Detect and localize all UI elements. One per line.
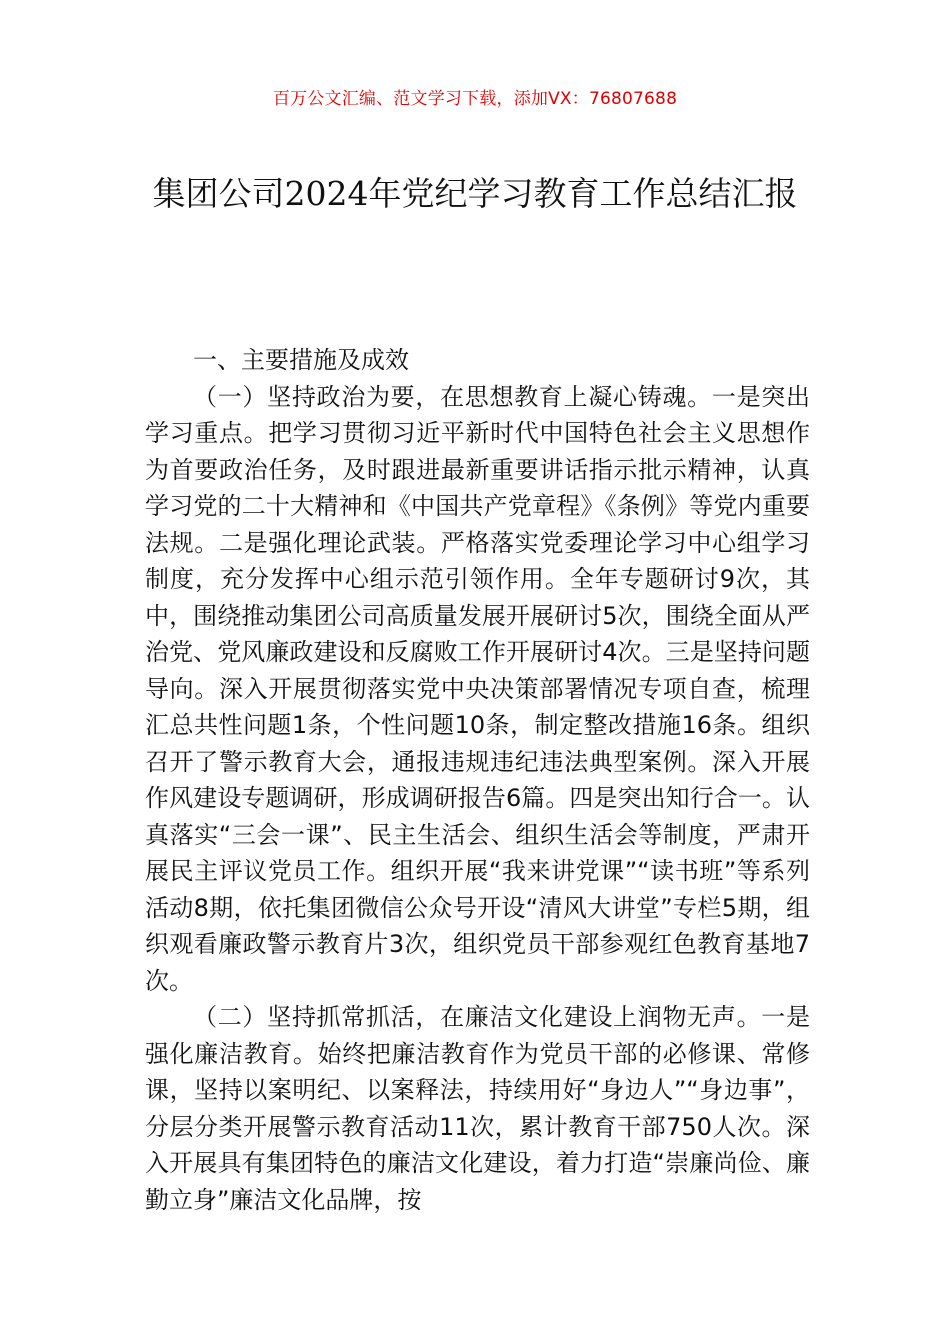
document-title: 集团公司2024年党纪学习教育工作总结汇报	[152, 174, 798, 213]
header-watermark-note: 百万公文汇编、范文学习下载，添加VX：76807688	[272, 89, 678, 109]
document-body	[145, 342, 810, 1218]
paragraph-1: （一）坚持政治为要，在思想教育上凝心铸魂。一是突出学习重点。把学习贯彻习近平新时代中国特色社会主义思想作为首要政治任务，及时跟进最新重要讲话指示批示精神，认真学习党的二十大精神和《中国共产党章程》《条例》等党内重要法规。二是强化理论武装。严格落实党委理论学习中心组学习制度，充分发挥中心组示范引领作用。全年专题研讨9次，其中，围绕推动集团公司高质量发展开展研讨5次，围绕全面从严治党、党风廉政建设和反腐败工作开展研讨4次。三是坚持问题导向。深入开展贯彻落实党中央决策部署情况专项自查，梳理汇总共性问题1条，个性问题10条，制定整改措施16条。组织召开了警示教育大会，通报违规违纪违法典型案例。深入开展作风建设专题调研，形成调研报告6篇。四是突出知行合一。认真落实“三会一课”、民主生活会、组织生活会等制度，严肃开展民主评议党员工作。组织开展“我来讲党课”“读书班”等系列活动8期，依托集团微信公众号开设“清风大讲堂”专栏5期，组织观看廉政警示教育片3次，组织党员干部参观红色教育基地7次。	[145, 382, 810, 995]
section-heading: 一、主要措施及成效	[193, 346, 409, 374]
paragraph-2: （二）坚持抓常抓活，在廉洁文化建设上润物无声。一是强化廉洁教育。始终把廉洁教育作为党员干部的必修课、常修课，坚持以案明纪、以案释法，持续用好“身边人”“身边事”，分层分类开展警示教育活动11次，累计教育干部750人次。深入开展具有集团特色的廉洁文化建设，着力打造“崇廉尚俭、廉勤立身”廉洁文化品牌，按	[145, 1003, 810, 1214]
